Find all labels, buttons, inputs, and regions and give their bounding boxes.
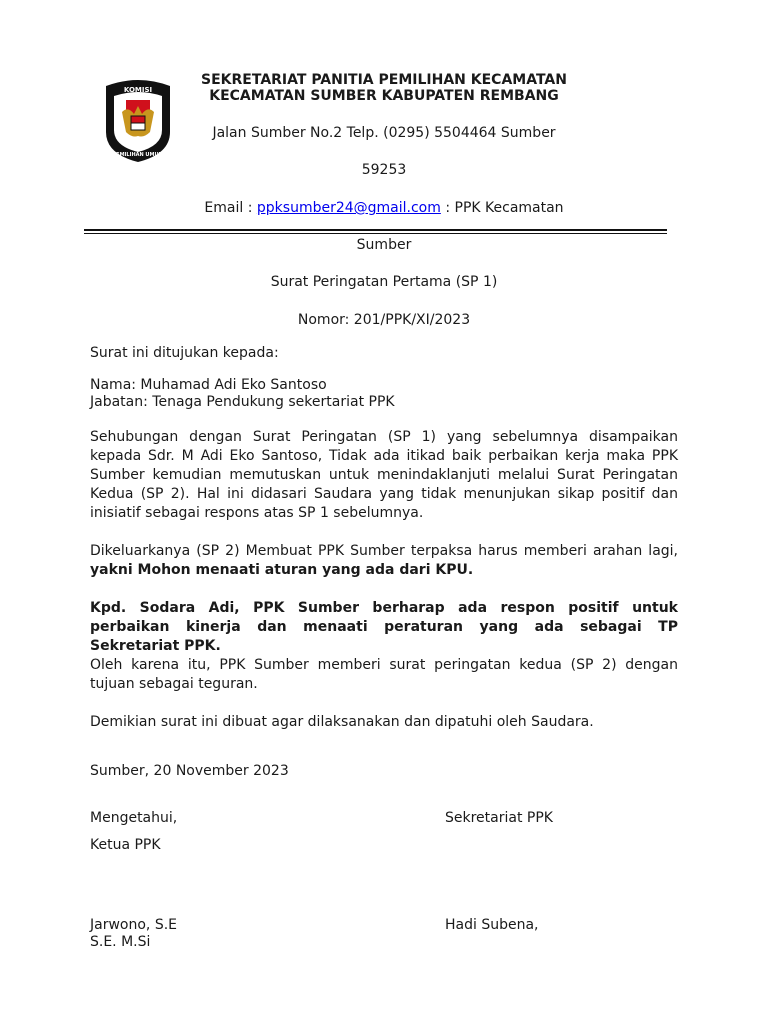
svg-text:PEMILIHAN UMUM: PEMILIHAN UMUM xyxy=(112,152,164,158)
org-line-2: KECAMATAN SUMBER KABUPATEN REMBANG xyxy=(209,88,559,104)
paragraph-4: Oleh karena itu, PPK Sumber memberi surat peringatan kedua (SP 2) dengan tujuan sebagai teguran. xyxy=(90,657,678,692)
letter-number: Nomor: 201/PPK/XI/2023 xyxy=(297,312,471,328)
email-label: Email : xyxy=(204,200,257,216)
address-line-1: Jalan Sumber No.2 Telp. (0295) 5504464 Sumber xyxy=(212,125,556,141)
paragraph-2-text: Dikeluarkanya (SP 2) Membuat PPK Sumber terpaksa harus memberi arahan lagi, xyxy=(90,543,678,559)
sign-left-label-2: Ketua PPK xyxy=(90,837,161,853)
place-date: Sumber, 20 November 2023 xyxy=(90,763,289,779)
addressed-to: Surat ini ditujukan kepada: xyxy=(90,345,279,361)
header-divider-thick xyxy=(84,229,667,231)
header-divider-thin xyxy=(84,233,667,234)
sign-left-name: Jarwono, S.E xyxy=(90,917,178,933)
email-line xyxy=(0,200,768,217)
recipient-name: Nama: Muhamad Adi Eko Santoso xyxy=(90,377,327,393)
paragraph-3-bold: Kpd. Sodara Adi, PPK Sumber berharap ada respon positif untuk perbaikan kinerja dan menaati peraturan yang ada sebagai TP Sekretariat PPK. xyxy=(90,600,678,654)
paragraph-1: Sehubungan dengan Surat Peringatan (SP 1) yang sebelumnya disampaikan kepada Sdr. M Adi Eko Santoso, Tidak ada itikad baik perbaikan kerja maka PPK Sumber kemudian memutuskan untuk menindaklanjuti melalui Surat Peringatan Kedua (SP 2). Hal ini didasari Saudara yang tidak menunjukan sikap positif dan inisiatif sebagai respons atas SP 1 sebelumnya. xyxy=(90,429,678,521)
sign-right-label: Sekretariat PPK xyxy=(445,810,553,826)
sign-left-label-1: Mengetahui, xyxy=(90,810,178,826)
sign-right-name: Hadi Subena, xyxy=(445,917,539,933)
paragraph-2-bold: yakni Mohon menaati aturan yang ada dari KPU. xyxy=(90,562,474,578)
svg-text:KOMISI: KOMISI xyxy=(123,86,153,94)
paragraph-2 xyxy=(90,542,678,580)
email-link[interactable]: ppksumber24@gmail.com xyxy=(256,200,441,216)
recipient-position: Jabatan: Tenaga Pendukung sekertariat PPK xyxy=(90,394,395,410)
letter-title: Surat Peringatan Pertama (SP 1) xyxy=(270,274,498,290)
email-suffix: : PPK Kecamatan xyxy=(440,200,564,216)
paragraph-3 xyxy=(90,599,678,656)
email-suffix-line-2: Sumber xyxy=(356,237,412,253)
address-line-2: 59253 xyxy=(361,162,407,178)
sign-left-title: S.E. M.Si xyxy=(90,934,151,950)
paragraph-5: Demikian surat ini dibuat agar dilaksanakan dan dipatuhi oleh Saudara. xyxy=(90,714,594,730)
org-line-1: SEKRETARIAT PANITIA PEMILIHAN KECAMATAN xyxy=(201,72,567,88)
